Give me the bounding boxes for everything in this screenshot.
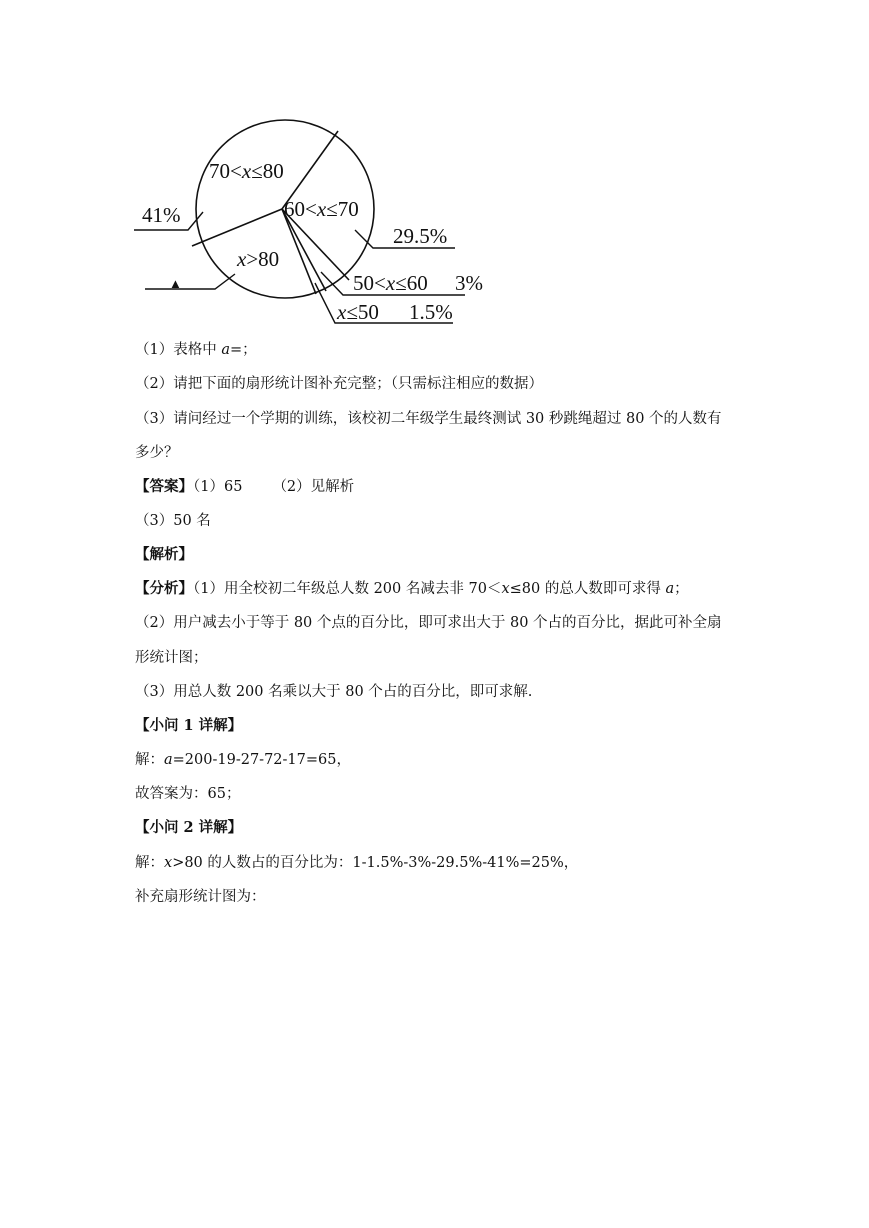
slice-boundary-le50 xyxy=(282,209,326,291)
triangle-placeholder: ▲ xyxy=(169,276,182,291)
answer-heading: 【答案】 xyxy=(135,478,193,495)
fenxi-line-2b: 形统计图； xyxy=(135,650,208,666)
label-le50: x≤50 xyxy=(337,300,379,324)
question-3-line-1: （3）请问经过一个学期的训练，该校初二年级学生最终测试 30 秒跳绳超过 80 个的人数有 xyxy=(135,411,722,427)
sub2-solution: 解：x>80 的人数占的百分比为：1-1.5%-3%-29.5%-41%=25%， xyxy=(135,855,579,871)
question-2: （2）请把下面的扇形统计图补充完整；（只需标注相应的数据） xyxy=(135,376,543,392)
pct-29-5: 29.5% xyxy=(393,224,448,248)
pie-chart xyxy=(125,108,505,328)
slice-boundary-gt80-bottom xyxy=(282,209,316,294)
sub2-heading: 【小问 2 详解】 xyxy=(135,819,243,836)
analysis-heading: 【解析】 xyxy=(135,546,193,563)
label-gt80: x>80 xyxy=(237,247,280,271)
pct-1-5: 1.5% xyxy=(409,300,453,324)
sub1-solution: 解：a=200-19-27-72-17=65， xyxy=(135,752,351,768)
fenxi-line-3: （3）用总人数 200 名乘以大于 80 个占的百分比，即可求解. xyxy=(135,684,533,700)
sub2-conclusion: 补充扇形统计图为： xyxy=(135,889,266,905)
pct-41: 41% xyxy=(142,203,181,227)
label-50-60: 50<x≤60 xyxy=(353,271,428,295)
answer-line: 【答案】（1）65 （2）见解析 xyxy=(135,478,355,495)
leader-gt80 xyxy=(145,274,235,289)
fenxi-line-1: 【分析】（1）用全校初二年级总人数 200 名减去非 70＜x≤80 的总人数即可求得 a； xyxy=(135,580,689,597)
answer-3: （3）50 名 xyxy=(135,513,211,529)
pct-3: 3% xyxy=(455,271,483,295)
question-3-line-2: 多少？ xyxy=(135,445,179,461)
question-1: （1）表格中 a=； xyxy=(135,342,257,358)
label-60-70: 60<x≤70 xyxy=(284,197,359,221)
label-70-80: 70<x≤80 xyxy=(209,159,284,183)
fenxi-line-2a: （2）用户减去小于等于 80 个点的百分比，即可求出大于 80 个占的百分比，据此可补全扇 xyxy=(135,615,722,631)
slice-boundary-70-80-left xyxy=(192,209,282,246)
sub1-answer: 故答案为：65； xyxy=(135,786,241,802)
sub1-heading: 【小问 1 详解】 xyxy=(135,717,243,734)
